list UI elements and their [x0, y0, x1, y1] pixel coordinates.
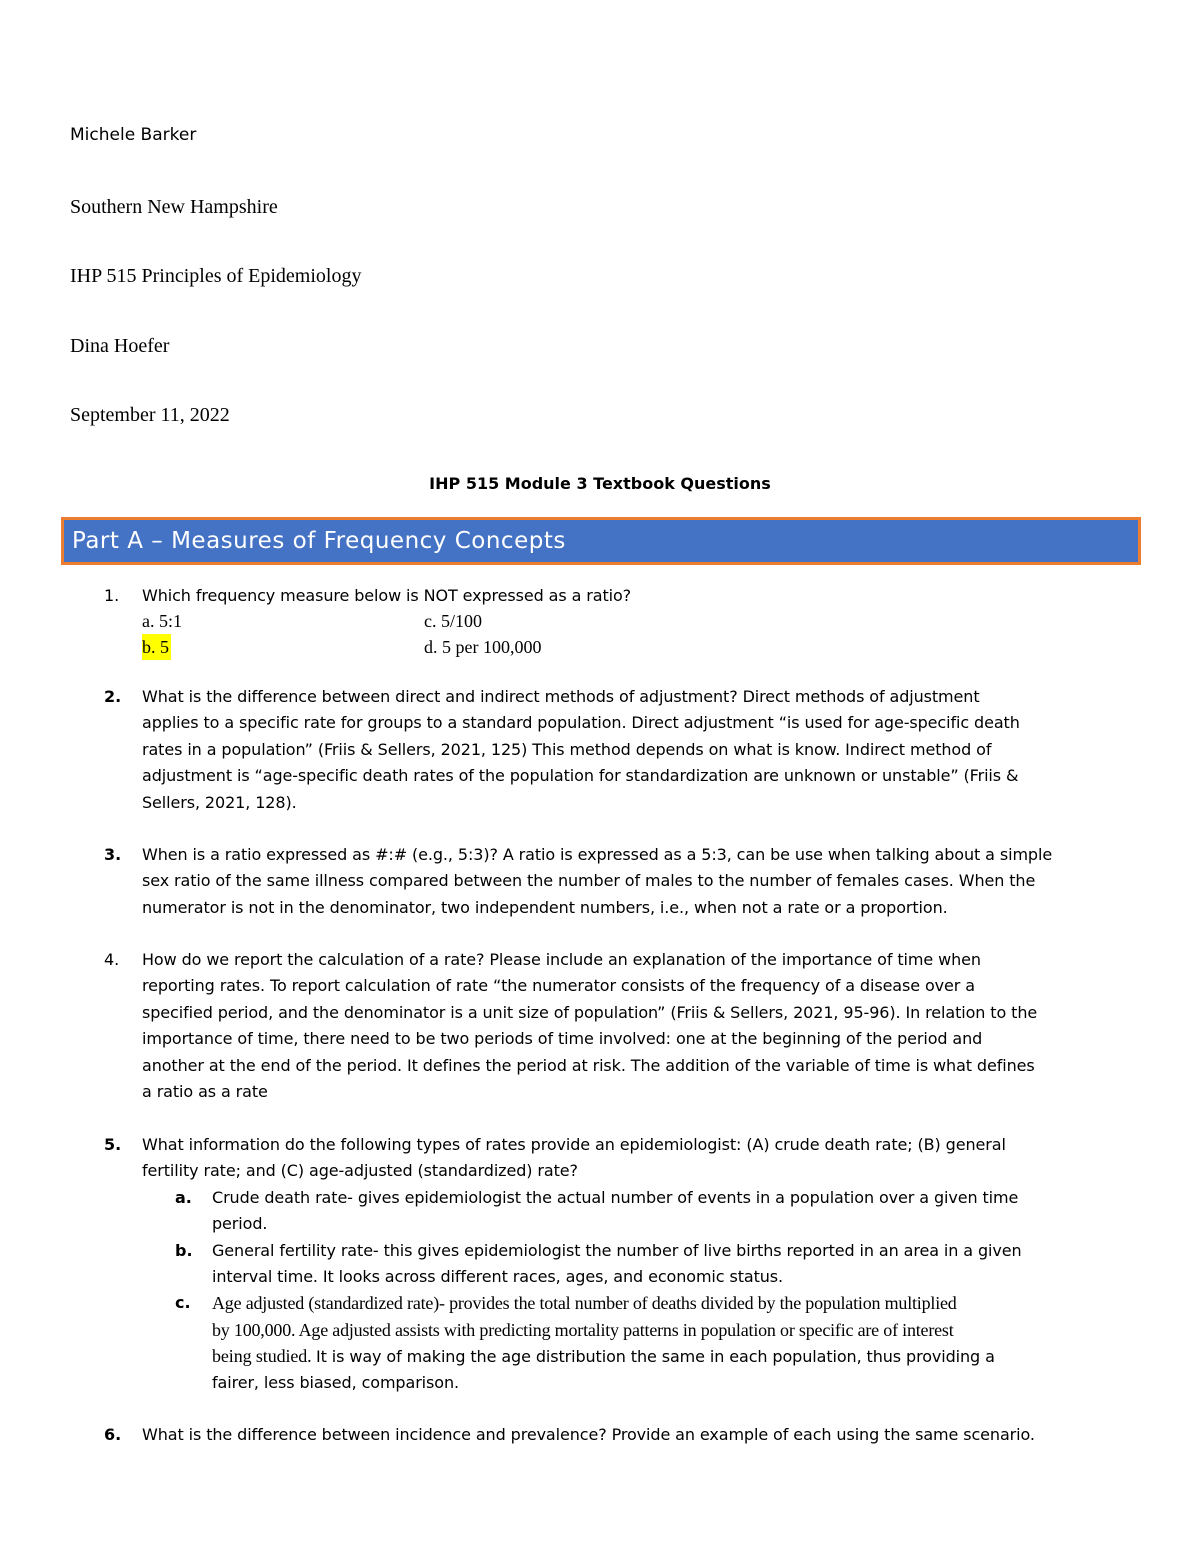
question-number: 5.: [104, 1135, 122, 1154]
instructor-name: Dina Hoefer: [70, 335, 170, 357]
answer-line: numerator is not in the denominator, two independent numbers, i.e., when not a rate or a proportion.: [142, 897, 948, 917]
sub-answer-line: interval time. It looks across different races, ages, and economic status.: [212, 1267, 784, 1286]
answer-line: a ratio as a rate: [142, 1082, 268, 1101]
question-number: 1.: [104, 586, 120, 605]
mixed-serif-part: being studied.: [212, 1346, 316, 1367]
section-banner: [61, 517, 1141, 565]
question-number: 3.: [104, 845, 122, 864]
sub-answer-line: fairer, less biased, comparison.: [212, 1372, 459, 1392]
question-text: Which frequency measure below is NOT expressed as a ratio?: [142, 586, 632, 605]
answer-line: specified period, and the denominator is a unit size of population” (Friis & Sellers, 2021, 95-96). In relation to the: [142, 1002, 1038, 1022]
answer-line: When is a ratio expressed as #:# (e.g., 5:3)? A ratio is expressed as a 5:3, can be use when talking about a simple: [142, 845, 1053, 864]
question-number: 4.: [104, 950, 120, 969]
sub-answer-line: Age adjusted (standardized rate)- provides the total number of deaths divided by the population multiplied: [212, 1293, 957, 1314]
school-name: Southern New Hampshire: [70, 196, 278, 218]
question-text: What is the difference between incidence and prevalence? Provide an example of each using the same scenario.: [142, 1425, 1035, 1444]
sub-letter-c: c.: [175, 1293, 191, 1313]
question-number: 6.: [104, 1425, 122, 1444]
answer-line: How do we report the calculation of a rate? Please include an explanation of the importance of time when: [142, 950, 981, 969]
question-line: What information do the following types of rates provide an epidemiologist: (A) crude death rate; (B) general: [142, 1135, 1006, 1154]
answer-line: importance of time, there need to be two periods of time involved: one at the beginning of the period and: [142, 1029, 983, 1049]
document-title: IHP 515 Module 3 Textbook Questions: [429, 474, 771, 493]
section-heading: Part A – Measures of Frequency Concepts: [72, 528, 566, 554]
answer-line: rates in a population” (Friis & Sellers, 2021, 125) This method depends on what is know. Indirect method of: [142, 739, 992, 759]
course-name: IHP 515 Principles of Epidemiology: [70, 265, 362, 287]
question-number: 2.: [104, 687, 122, 706]
student-name: Michele Barker: [70, 125, 197, 145]
mixed-sans-part: It is way of making the age distribution the same in each population, thus providing a: [316, 1347, 995, 1367]
sub-answer-line: by 100,000. Age adjusted assists with predicting mortality patterns in population or specific are of interest: [212, 1319, 954, 1340]
answer-line: adjustment is “age-specific death rates of the population for standardization are unknown or unstable” (Friis &: [142, 766, 1019, 786]
sub-answer-line: period.: [212, 1214, 268, 1234]
question-line: fertility rate; and (C) age-adjusted (standardized) rate?: [142, 1161, 578, 1181]
answer-line: sex ratio of the same illness compared between the number of males to the number of females cases. When the: [142, 871, 1036, 891]
sub-answer-line-mixed: [212, 1343, 1132, 1370]
sub-letter-a: a.: [175, 1187, 192, 1207]
answer-line: another at the end of the period. It defines the period at risk. The addition of the variable of time is what defines: [142, 1055, 1035, 1075]
option-d: d. 5 per 100,000: [424, 637, 542, 657]
option-a: a. 5:1: [142, 611, 182, 631]
document-date: September 11, 2022: [70, 404, 230, 426]
answer-line: applies to a specific rate for groups to a standard population. Direct adjustment “is used for age-specific death: [142, 713, 1020, 733]
option-c: c. 5/100: [424, 611, 482, 631]
option-b-highlighted: b. 5: [142, 634, 171, 660]
answer-line: Sellers, 2021, 128).: [142, 792, 297, 812]
sub-answer-line: General fertility rate- this gives epidemiologist the number of live births reported in an area in a given: [212, 1240, 1022, 1260]
sub-answer-line: Crude death rate- gives epidemiologist the actual number of events in a population over a given time: [212, 1187, 1019, 1207]
sub-letter-b: b.: [175, 1240, 193, 1260]
answer-line: reporting rates. To report calculation of rate “the numerator consists of the frequency of a disease over a: [142, 976, 975, 996]
answer-line: What is the difference between direct and indirect methods of adjustment? Direct methods of adjustment: [142, 687, 980, 706]
